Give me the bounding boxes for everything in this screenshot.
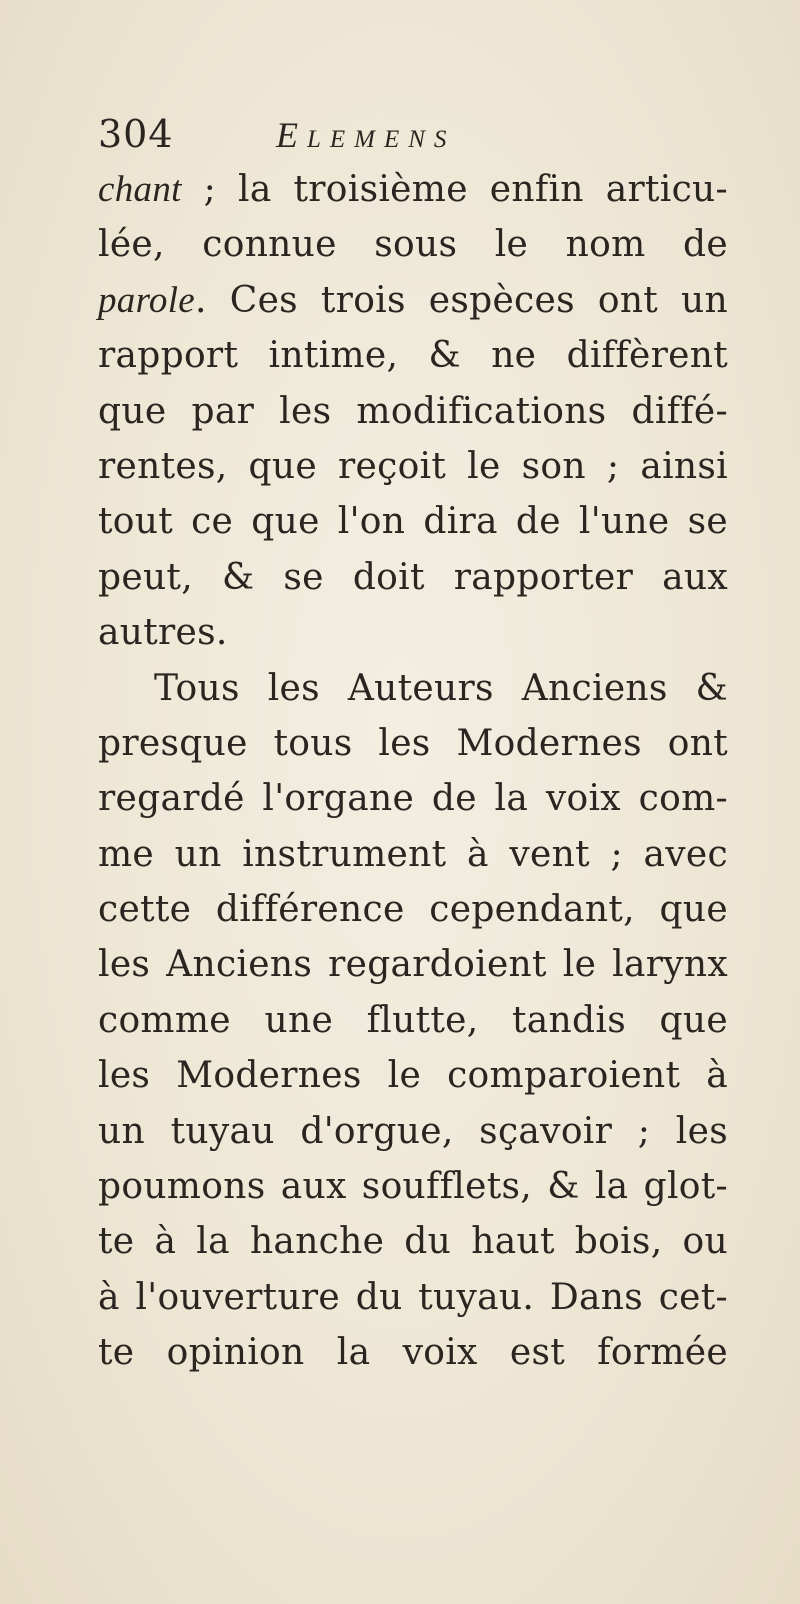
running-head: Elemens [276, 115, 456, 155]
text-line: tout ce que l'on dira de l'une se [98, 501, 728, 543]
text-line: les Anciens regardoient le larynx [98, 944, 728, 986]
text-line: peut, & se doit rapporter aux [98, 556, 728, 598]
body-text [98, 162, 728, 1381]
text-line: me un instrument à vent ; avec [98, 833, 728, 875]
text-line: regardé l'organe de la voix com- [98, 778, 728, 820]
text-line: te à la hanche du haut bois, ou [98, 1221, 728, 1263]
text-line: que par les modifications diffé- [98, 390, 728, 432]
text-line: cette différence cependant, que [98, 889, 728, 931]
page-number: 304 [98, 112, 174, 156]
text-line: les Modernes le comparoient à [98, 1055, 728, 1097]
text-line: rapport intime, & ne diffèrent [98, 335, 728, 377]
text-line: poumons aux soufflets, & la glot- [98, 1166, 728, 1208]
text-line: Tous les Auteurs Anciens & [154, 667, 728, 709]
text-line: à l'ouverture du tuyau. Dans cet- [98, 1276, 728, 1318]
text-line: presque tous les Modernes ont [98, 722, 728, 764]
text-line: autres. [98, 612, 228, 654]
text-line: lée, connue sous le nom de [98, 224, 728, 266]
text-line: comme une flutte, tandis que [98, 999, 728, 1041]
text-line: parole. Ces trois espèces ont un [98, 279, 728, 321]
text-line: un tuyau d'orgue, sçavoir ; les [98, 1110, 728, 1152]
page-header [98, 112, 718, 162]
text-line: rentes, que reçoit le son ; ainsi [98, 445, 728, 487]
text-line: te opinion la voix est formée [98, 1332, 728, 1374]
text-line: chant ; la troisième enfin articu- [98, 169, 728, 210]
